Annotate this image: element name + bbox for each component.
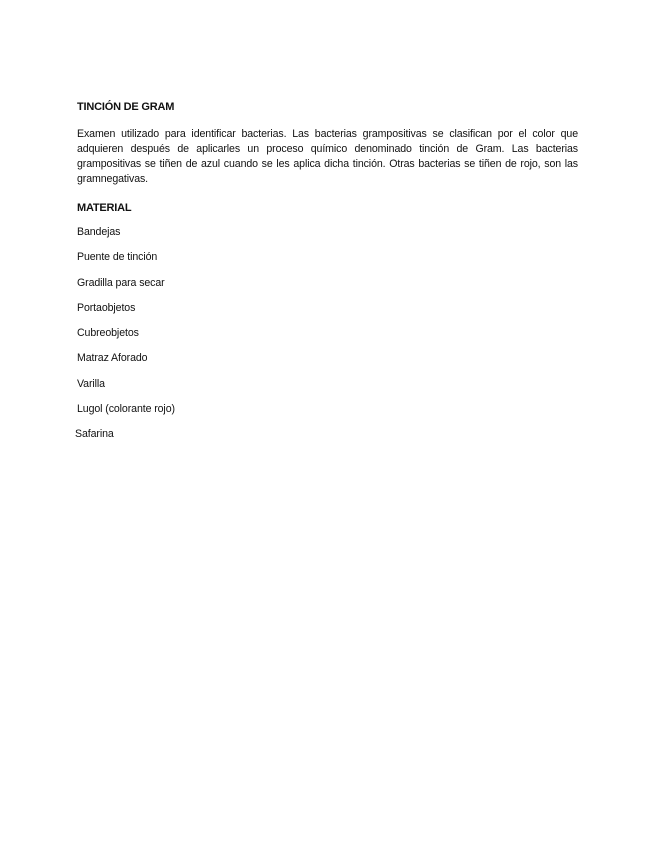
material-item: Lugol (colorante rojo) <box>77 403 175 416</box>
material-item: Bandejas <box>77 226 121 238</box>
material-item: Cubreobjetos <box>77 327 139 340</box>
document-content <box>77 100 578 453</box>
material-list <box>77 225 578 442</box>
material-item: Matraz Aforado <box>77 352 148 365</box>
material-item: Safarina <box>75 428 114 441</box>
material-heading: MATERIAL <box>77 202 132 214</box>
material-item: Varilla <box>77 377 105 390</box>
document-title: TINCIÓN DE GRAM <box>77 101 175 113</box>
material-item: Gradilla para secar <box>77 276 165 289</box>
description-paragraph: Examen utilizado para identificar bacterias. Las bacterias grampositivas se clasifican por el color que adquieren después de aplicarles un proceso químico denominado tinción de Gram. Las bacterias grampositivas se tiñen de azul cuando se les aplica dicha tinción. Otras bacterias se tiñen de rojo, son las gramnegativas. <box>77 128 578 185</box>
material-item: Portaobjetos <box>77 301 136 314</box>
material-item: Puente de tinción <box>77 251 158 264</box>
